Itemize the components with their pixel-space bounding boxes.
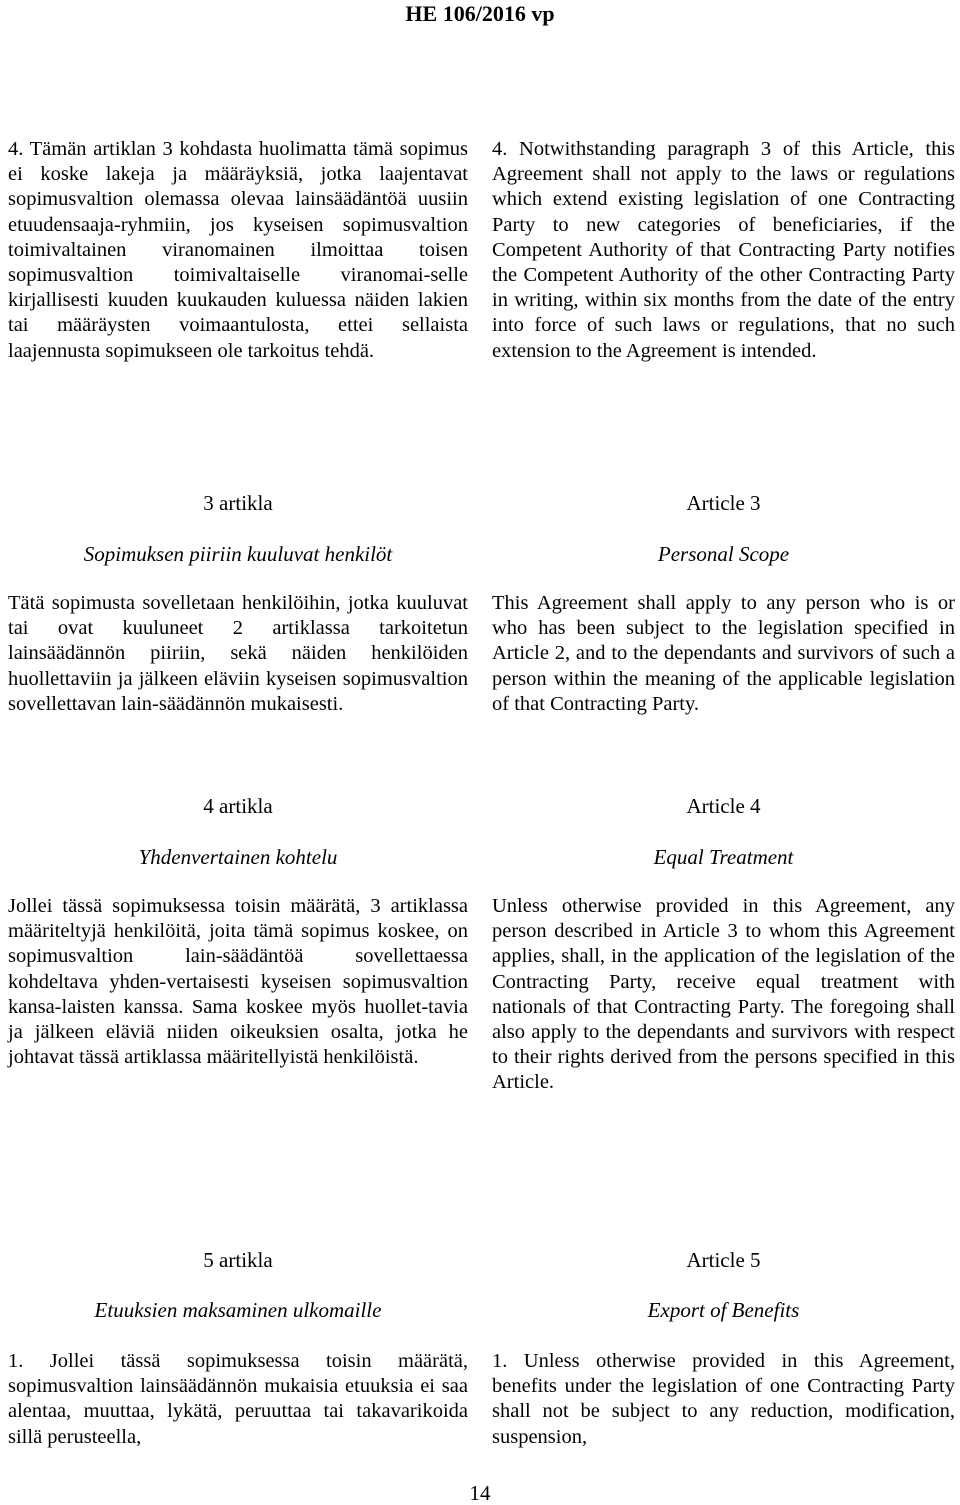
article-5-fi-text: 1. Jollei tässä sopimuksessa toisin määrätä, sopimusvaltion lainsäädännön mukaisia etuuksia ei saa alentaa, muuttaa, lykätä, peruuttaa tai takavarikoida sillä perusteella, [8,1350,468,1448]
article-5-en-text: 1. Unless otherwise provided in this Agreement, benefits under the legislation of one Contracting Party shall not be subject to any reduction, modification, suspension, [492,1350,955,1448]
article-3-fi-heading: 3 artikla [203,491,273,515]
paragraph-4-fi-text: 4. Tämän artiklan 3 kohdasta huolimatta tämä sopimus ei koske lakeja ja määräyksiä, jotka laajentavat sopimusvaltion olemassa olevaa lainsäädäntöä uusiin etuudensaaja-ryhmiin, jos kyseisen sopimusvaltion toimivaltainen viranomainen ilmoittaa toisen sopimusvaltion toimivaltaiselle viranomai-selle kirjallisesti kuuden kuukauden kuluessa näiden lakien tai määräysten voimaantulosta, ettei sellaista laajennusta sopimukseen ole tarkoitus tehdä. [8,138,468,362]
article-4-en-body [492,894,955,1096]
article-5-fi-heading: 5 artikla [203,1248,273,1272]
paragraph-4-en-text: 4. Notwithstanding paragraph 3 of this Article, this Agreement shall not apply to the laws or regulations which extend existing legislation of one Contracting Party to new categories of beneficiaries, if the Competent Authority of that Contracting Party notifies the Competent Authority of the other Contracting Party in writing, within six months from the date of the entry into force of such laws or regulations, that no such extension to the Agreement is intended. [492,138,955,362]
article-5-en-title: Export of Benefits [647,1298,800,1322]
article-4-fi-heading: 4 artikla [203,794,273,818]
article-3-fi-title: Sopimuksen piiriin kuuluvat henkilöt [83,542,393,566]
article-4-fi-body [8,894,468,1070]
article-3-en-body [492,591,955,717]
paragraph-4-fi [8,137,468,364]
article-5-fi-title: Etuuksien maksaminen ulkomaille [94,1298,382,1322]
article-4-fi-text: Jollei tässä sopimuksessa toisin määrätä, 3 artiklassa määriteltyjä henkilöitä, joita tämä sopimus koskee, on sopimusvaltion lain-säädäntöä sovellettaessa kohdeltava yhden-vertaisesti kyseisen sopimusvaltion kansa-laisten kanssa. Sama koskee myös huollet-tavia ja jälkeen eläviä niiden oikeuksien osalta, jotka he johtavat tässä artiklassa määritellyistä henkilöistä. [8,895,468,1069]
article-4-fi-title: Yhdenvertainen kohtelu [138,845,338,869]
article-3-fi-text: Tätä sopimusta sovelletaan henkilöihin, jotka kuuluvat tai ovat kuuluneet 2 artiklassa tarkoitetun lainsäädännön piiriin, sekä näiden henkilöiden huollettaviin ja jälkeen eläviin kyseisen sopimusvaltion sovellettavan lain-säädännön mukaisesti. [8,592,468,715]
article-4-en-text: Unless otherwise provided in this Agreement, any person described in Article 3 to whom this Agreement applies, shall, in the application of the legislation of the Contracting Party, receive equal treatment with nationals of that Contracting Party. The foregoing shall also apply to the dependants and survivors with respect to their rights derived from the persons specified in this Article. [492,895,955,1094]
article-5-fi-body [8,1349,468,1450]
article-3-en-text: This Agreement shall apply to any person who is or who has been subject to the legislation specified in Article 2, and to the dependants and survivors of such a person within the meaning of the applicable legislation of that Contracting Party. [492,592,955,715]
article-5-en-body [492,1349,955,1450]
article-4-en-heading: Article 4 [686,794,761,818]
paragraph-4-en [492,137,955,364]
article-3-fi-body [8,591,468,717]
article-4-en-title: Equal Treatment [653,845,794,869]
article-3-en-heading: Article 3 [686,491,761,515]
page-number: 14 [469,1481,491,1505]
article-5-en-heading: Article 5 [686,1248,761,1272]
article-3-en-title: Personal Scope [657,542,790,566]
document-id-header: HE 106/2016 vp [405,1,555,26]
